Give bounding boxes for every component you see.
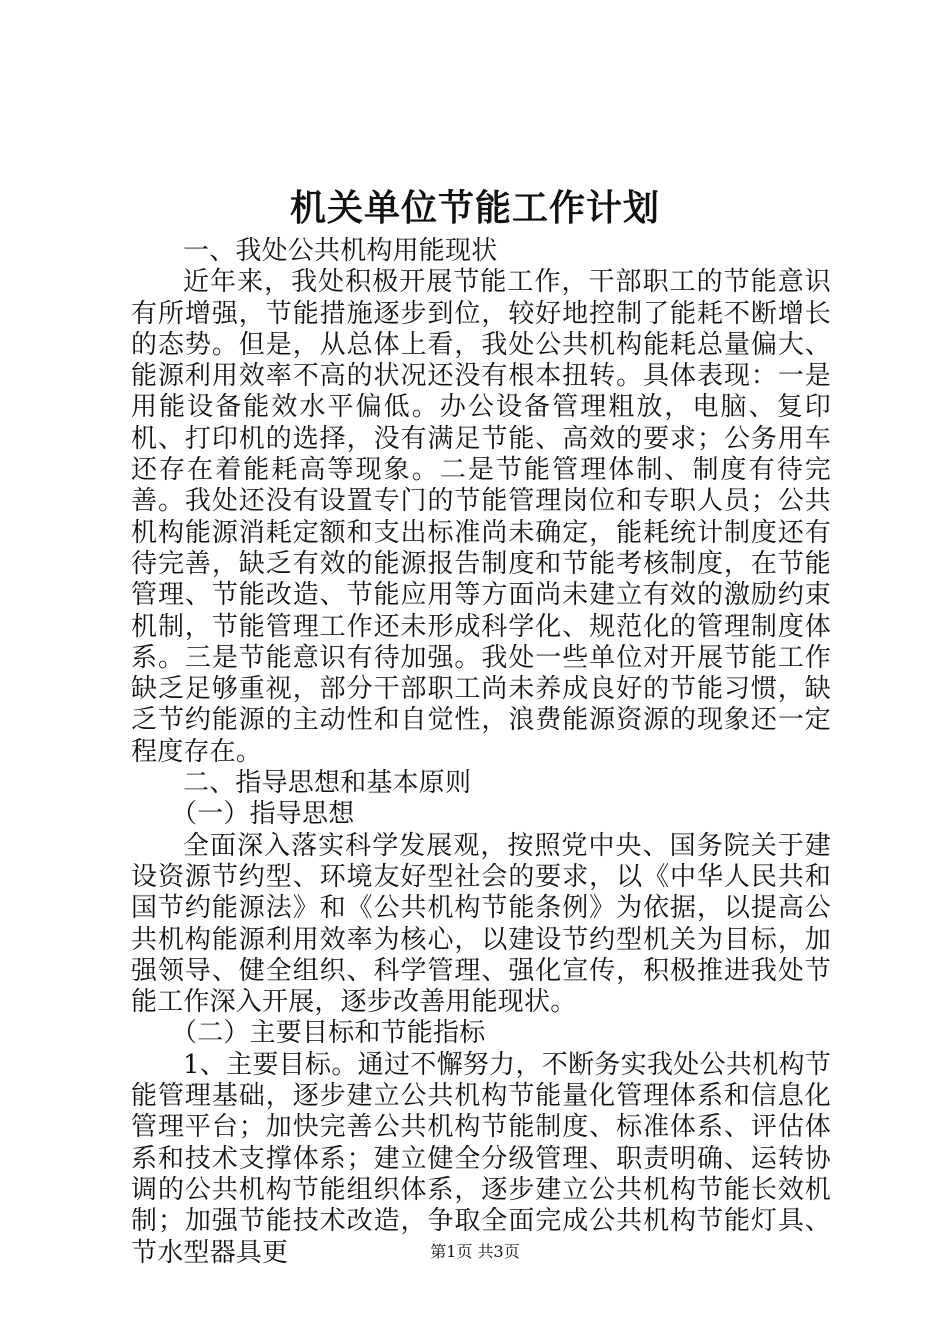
page-number-footer: 第1页 共3页 bbox=[430, 1242, 520, 1261]
document-body bbox=[131, 236, 831, 1269]
paragraph-guiding-thought: 全面深入落实科学发展观，按照党中央、国务院关于建设资源节约型、环境友好型社会的要求，以《中华人民共和国节约能源法》和《公共机构节能条例》为依据，以提高公共机构能源利用效率为核心，以建设节约型机关为目标，加强领导、健全组织、科学管理、强化宣传，积极推进我处节能工作深入开展，逐步改善用能现状。 bbox=[131, 830, 831, 1018]
paragraph-current-status: 近年来，我处积极开展节能工作，干部职工的节能意识有所增强，节能措施逐步到位，较好地控制了能耗不断增长的态势。但是，从总体上看，我处公共机构能耗总量偏大、能源利用效率不高的状况还没有根本扭转。具体表现：一是用能设备能效水平偏低。办公设备管理粗放，电脑、复印机、打印机的选择，没有满足节能、高效的要求；公务用车还存在着能耗高等现象。二是节能管理体制、制度有待完善。我处还没有设置专门的节能管理岗位和专职人员；公共机构能源消耗定额和支出标准尚未确定，能耗统计制度还有待完善，缺乏有效的能源报告制度和节能考核制度，在节能管理、节能改造、节能应用等方面尚未建立有效的激励约束机制，节能管理工作还未形成科学化、规范化的管理制度体系。三是节能意识有待加强。我处一些单位对开展节能工作缺乏足够重视，部分干部职工尚未养成良好的节能习惯，缺乏节约能源的主动性和自觉性，浪费能源资源的现象还一定程度存在。 bbox=[131, 267, 831, 767]
paragraph-main-goals: 1、主要目标。通过不懈努力，不断务实我处公共机构节能管理基础，逐步建立公共机构节能量化管理体系和信息化管理平台；加快完善公共机构节能制度、标准体系、评估体系和技术支撑体系；建立健全分级管理、职责明确、运转协调的公共机构节能组织体系，逐步建立公共机构节能长效机制；加强节能技术改造，争取全面完成公共机构节能灯具、节水型器具更 bbox=[131, 1049, 831, 1268]
subsection-heading-guiding-thought: （一）指导思想 bbox=[171, 799, 355, 830]
subsection-heading-goals: （二）主要目标和节能指标 bbox=[171, 1018, 486, 1049]
document-title: 机关单位节能工作计划 bbox=[289, 187, 660, 229]
section-heading-1: 一、我处公共机构用能现状 bbox=[183, 236, 498, 266]
section-heading-2: 二、指导思想和基本原则 bbox=[183, 768, 472, 799]
